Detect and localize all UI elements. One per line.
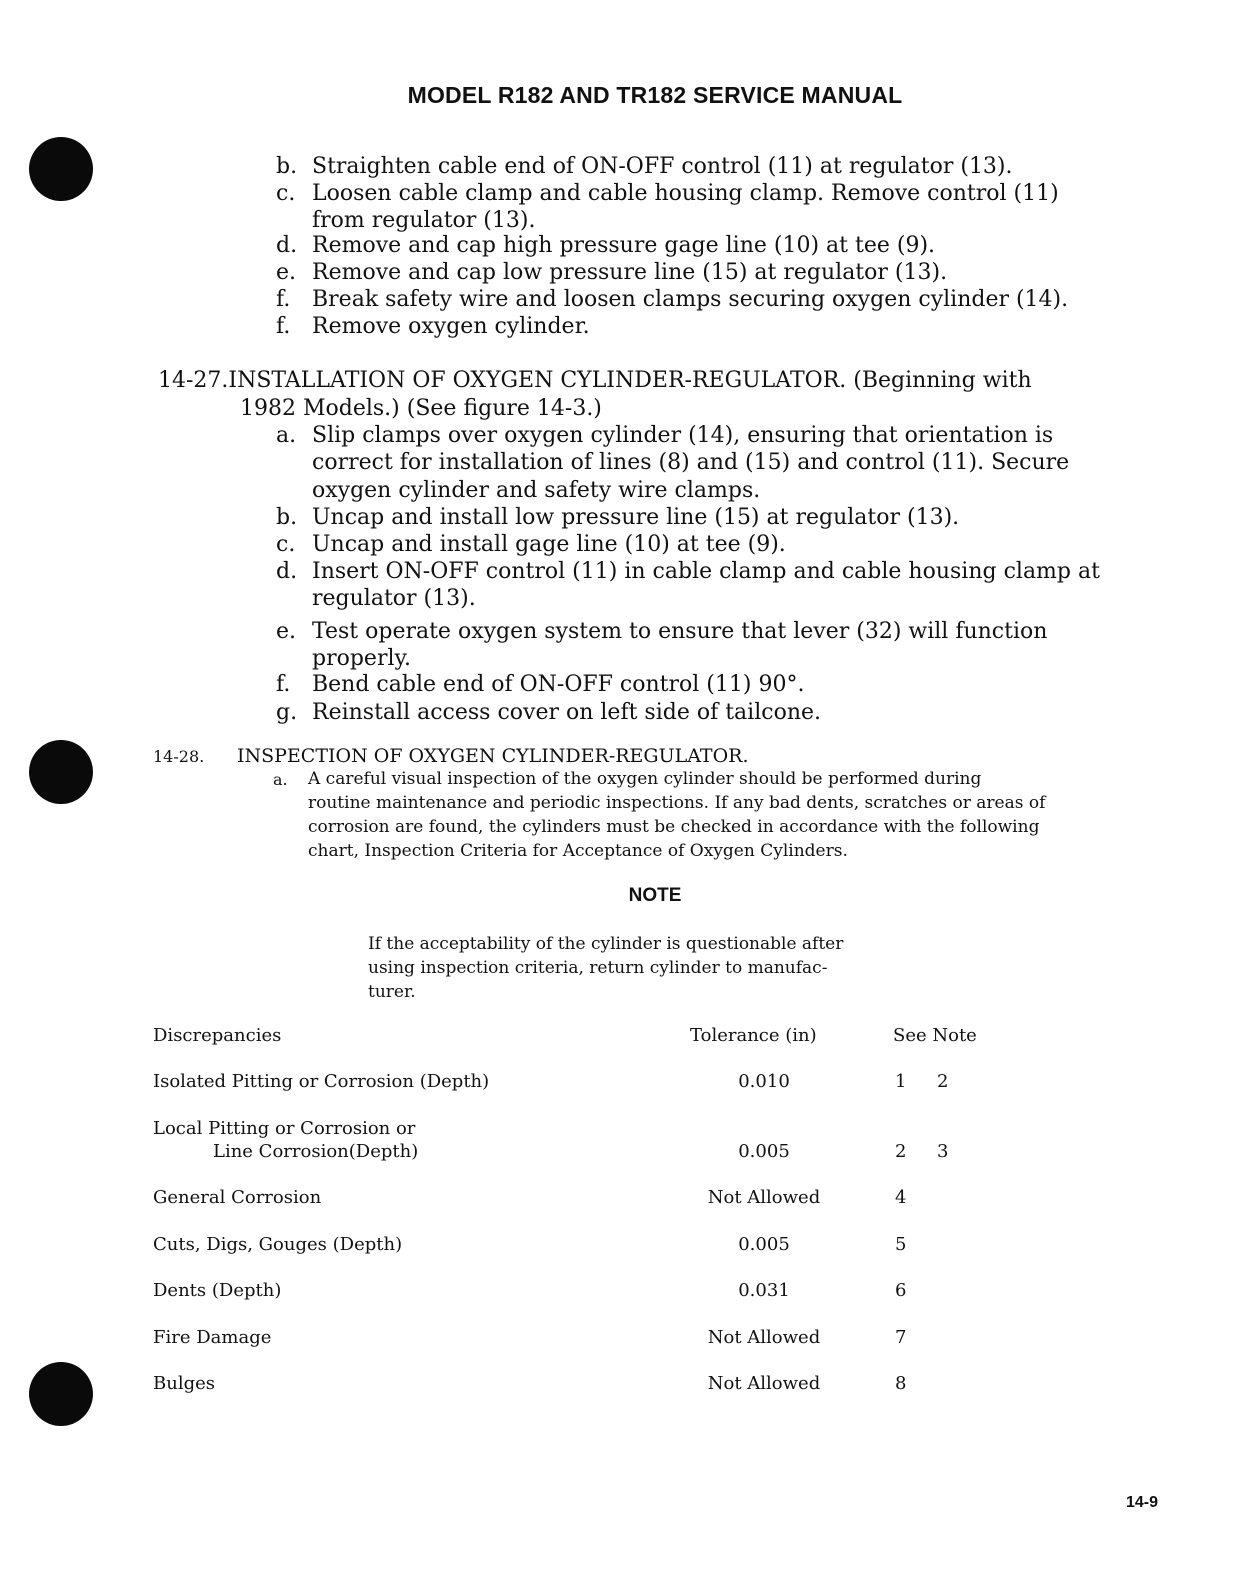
table-row-note: 8 [895,1373,907,1394]
column-header-tolerance: Tolerance (in) [690,1025,817,1046]
binder-hole-icon [29,740,93,804]
table-row-tolerance: 0.031 [738,1280,790,1301]
table-row-note: 2 [937,1071,949,1092]
table-row-tolerance: Not Allowed [707,1373,821,1394]
binder-hole-icon [29,1362,93,1426]
table-row-discrepancy: Dents (Depth) [153,1280,282,1301]
inspect-step-text: corrosion are found, the cylinders must be checked in accordance with the following [308,817,1040,837]
binder-hole-icon [29,137,93,201]
note-line: If the acceptability of the cylinder is questionable after [368,934,844,954]
note-line: turer. [368,982,416,1002]
table-row-discrepancy: Line Corrosion(Depth) [213,1141,419,1162]
column-header-see-note: See Note [893,1025,977,1046]
table-row-note: 2 [895,1141,907,1162]
table-row-note: 7 [895,1327,907,1348]
section-heading: INSPECTION OF OXYGEN CYLINDER-REGULATOR. [237,745,749,767]
table-row-tolerance: Not Allowed [707,1327,821,1348]
table-row-note: 6 [895,1280,907,1301]
table-row-tolerance: 0.005 [738,1141,790,1162]
table-row-note: 3 [937,1141,949,1162]
manual-page: MODEL R182 AND TR182 SERVICE MANUAL b. Straighten cable end of ON-OFF control (11) at regulator (13). c. Loosen cable clamp and cable housing clamp. Remove control (11) from regulator (13). d. Remove and cap high pressure gage line (10) at tee (9). e. Remove and cap low pressure line (15) at regulator (13). f. Break safety wire and loosen clamps securing oxygen cylinder (14). f. Remove oxygen cylinder. 14-27.INSTALLATION OF OXYGEN CYLINDER-REGULATOR. (Beginning with 1982 Models.) (See figure 14-3.) a. Slip clamps over oxygen cylinder (14), ensuring that orientation is correct for installation of lines (8) and (15) and control (11). Secure oxygen cylinder and safety wire clamps. b. Uncap and install low pressure line (15) at regulator (13). c. Uncap and install gage line (10) at tee (9). d. Insert ON-OFF control (11) in cable clamp and cable housing clamp at regulator (13). e. Test operate oxygen system to ensure that lever (32) will function properly. f. Bend cable end of ON-OFF control (11) 90°. g. Reinstall access cover on left side of tailcone. 14-28. INSPECTION OF OXYGEN CYLINDER-REGULATOR. a. A careful visual inspection of the oxygen cylinder should be performed during routine maintenance and periodic inspections. If any bad dents, scratches or areas of corrosion are found, the cylinders must be checked in accordance with the following chart, Inspection Criteria for Acceptance of Oxygen Cylinders. NOTE If the acceptability of the cylinder is questionable after using inspection criteria, return cylinder to manufac- turer. Discrepancies Tolerance (in) See Note Isolated Pitting or Corrosion (Depth) 0.010 1 2 Local Pitting or Corrosion or Line Corrosion(Depth) 0.005 2 3 General Corrosion Not Allowed 4 Cuts, Digs, Gouges (Depth) 0.005 5 Dents (Depth) 0.031 6 Fire Damage Not Allowed 7 Bulges Not Allowed 8 14-9 [0,0,1240,1586]
table-row-discrepancy: Bulges [153,1373,215,1394]
inspect-step-text: A careful visual inspection of the oxygen cylinder should be performed during [308,769,982,789]
inspect-step-letter: a. [273,770,288,789]
table-row-note: 4 [895,1187,907,1208]
table-row-tolerance: Not Allowed [707,1187,821,1208]
page-title: MODEL R182 AND TR182 SERVICE MANUAL [407,82,903,108]
note-line: using inspection criteria, return cylinder to manufac- [368,958,828,978]
table-row-discrepancy: Local Pitting or Corrosion or [153,1118,416,1139]
table-row-tolerance: 0.005 [738,1234,790,1255]
inspect-step-text: chart, Inspection Criteria for Acceptance of Oxygen Cylinders. [308,841,848,861]
section-number: 14-28. [153,747,205,766]
table-row-discrepancy: Cuts, Digs, Gouges (Depth) [153,1234,403,1255]
table-row-discrepancy: Isolated Pitting or Corrosion (Depth) [153,1071,490,1092]
section-heading: 14-27.INSTALLATION OF OXYGEN CYLINDER-REGULATOR. (Beginning with [158,368,1032,393]
table-row-note: 5 [895,1234,907,1255]
table-row-discrepancy: General Corrosion [153,1187,322,1208]
section-heading-cont: 1982 Models.) (See figure 14-3.) [240,396,602,421]
note-heading: NOTE [628,885,682,906]
table-row-tolerance: 0.010 [738,1071,790,1092]
table-row-note: 1 [895,1071,907,1092]
inspect-step-text: routine maintenance and periodic inspections. If any bad dents, scratches or areas of [308,793,1046,813]
column-header-discrepancies: Discrepancies [153,1025,282,1046]
page-number: 14-9 [1125,1494,1158,1511]
table-row-discrepancy: Fire Damage [153,1327,272,1348]
